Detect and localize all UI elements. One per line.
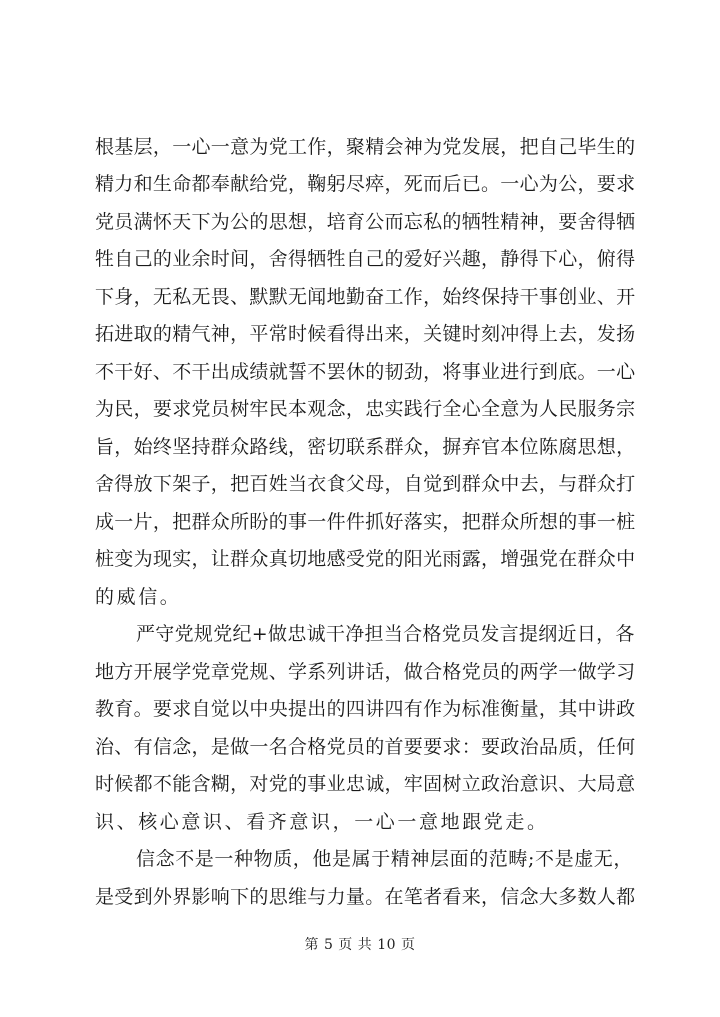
paragraph-line: 牲自己的业余时间，舍得牺牲自己的爱好兴趣，静得下心，俯得	[95, 248, 636, 270]
paragraph-line: 识、核心意识、看齐意识，一心一意地跟党走。	[95, 811, 549, 833]
paragraph-line: 根基层，一心一意为党工作，聚精会神为党发展，把自己毕生的	[95, 136, 636, 158]
paragraph-line: 党员满怀天下为公的思想，培育公而忘私的牺牲精神，要舍得牺	[95, 211, 636, 233]
paragraph-line: 旨，始终坚持群众路线，密切联系群众，摒弃官本位陈腐思想，	[95, 436, 636, 458]
paragraph-line: 严守党规党纪+做忠诚干净担当合格党员发言提纲近日，各	[136, 623, 635, 645]
paragraph-line: 教育。要求自觉以中央提出的四讲四有作为标准衡量，其中讲政	[95, 698, 636, 720]
paragraph-line: 舍得放下架子，把百姓当衣食父母，自觉到群众中去，与群众打	[95, 473, 636, 495]
paragraph-line: 精力和生命都奉献给党，鞠躬尽瘁，死而后已。一心为公，要求	[95, 173, 636, 195]
paragraph-line: 为民，要求党员树牢民本观念，忠实践行全心全意为人民服务宗	[95, 398, 636, 420]
paragraph-line: 桩变为现实，让群众真切地感受党的阳光雨露，增强党在群众中	[95, 548, 636, 570]
paragraph-line: 下身，无私无畏、默默无闻地勤奋工作，始终保持干事创业、开	[95, 286, 636, 308]
paragraph-line: 地方开展学党章党规、学系列讲话，做合格党员的两学一做学习	[95, 661, 636, 683]
page-number-footer: 第 5 页 共 10 页	[304, 937, 416, 953]
paragraph-line: 是受到外界影响下的思维与力量。在笔者看来，信念大多数人都	[95, 886, 636, 908]
paragraph-line: 拓进取的精气神，平常时候看得出来，关键时刻冲得上去，发扬	[95, 323, 636, 345]
paragraph-line: 成一片，把群众所盼的事一件件抓好落实，把群众所想的事一桩	[95, 511, 636, 533]
paragraph-line: 治、有信念，是做一名合格党员的首要要求：要政治品质，任何	[95, 736, 636, 758]
paragraph-line: 时候都不能含糊，对党的事业忠诚，牢固树立政治意识、大局意	[95, 773, 636, 795]
paragraph-line: 的威信。	[95, 586, 182, 608]
paragraph-line: 信念不是一种物质，他是属于精神层面的范畴;不是虚无，	[136, 848, 634, 870]
paragraph-line: 不干好、不干出成绩就誓不罢休的韧劲，将事业进行到底。一心	[95, 361, 636, 383]
